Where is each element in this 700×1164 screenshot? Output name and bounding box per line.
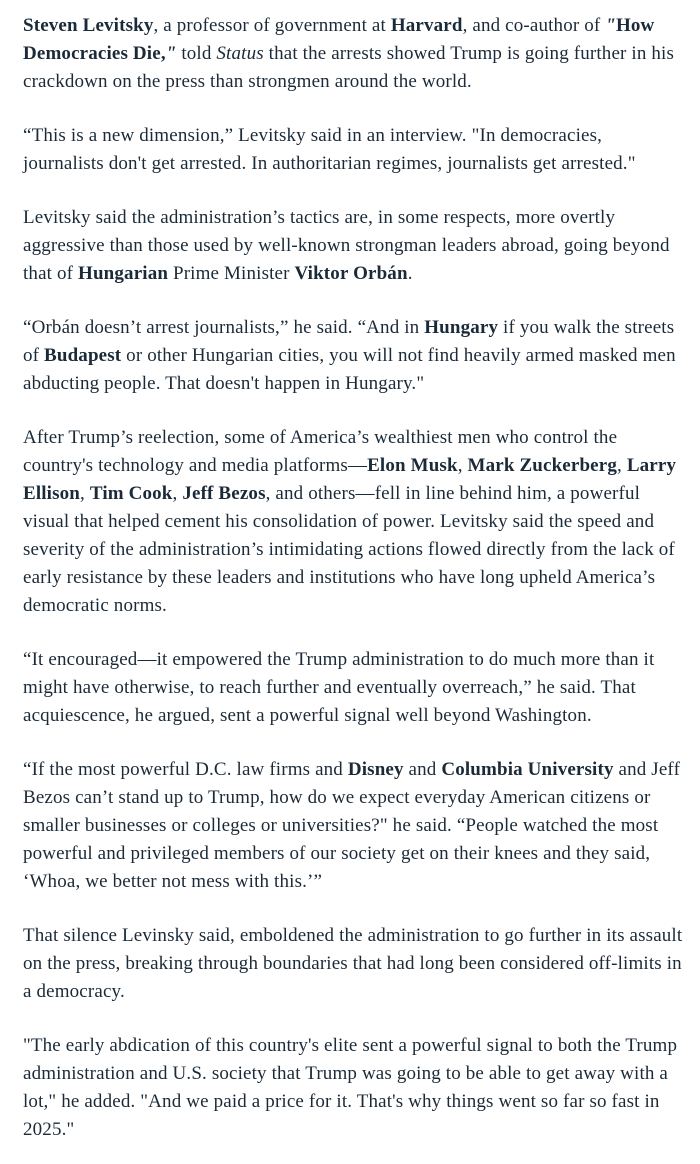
text-segment: told [176,43,217,64]
text-segment: “If the most powerful D.C. law firms and [23,759,348,780]
text-segment: and Jeff Bezos can’t stand up to Trump, how do we expect everyday American citizens or smaller businesses or colleges or universities?" he said. “People watched the most powerful and privileged members of our society get on their knees and they said, ‘Whoa, we better not mess with this.’” [23,759,681,892]
text-segment: that the arrests showed Trump is going further in his crackdown on the press than strongmen around the world. [23,43,675,92]
paragraph [23,122,687,178]
text-segment: , [457,455,468,476]
text-segment: “This is a new dimension,” Levitsky said in an interview. "In democracies, journalists don't get arrested. In authoritarian regimes, journalists get arrested." [23,125,636,174]
text-segment: Viktor Orbán [294,263,408,284]
paragraph [23,314,687,398]
text-segment: Harvard [390,15,463,36]
text-segment: That silence Levinsky said, emboldened the administration to go further in its assault on the press, breaking through boundaries that had long been considered off-limits in a democracy. [23,925,683,1002]
text-segment: Prime Minister [168,263,295,284]
text-segment: Larry Ellison [23,455,677,504]
paragraph [23,12,687,96]
text-segment: , and others—fell in line behind him, a powerful visual that helped cement his consolidation of power. Levitsky said the speed and severity of the administration’s intimidating actions flowed directly from the lack of early resistance by these leaders and institutions who have long upheld America’s democratic norms. [23,483,675,616]
text-segment: , [172,483,183,504]
text-segment: , and co-author of [462,15,606,36]
paragraph [23,646,687,730]
text-segment: After Trump’s reelection, some of America’s wealthiest men who control the country's technology and media platforms— [23,427,618,476]
text-segment: . [407,263,413,284]
paragraph [23,424,687,620]
text-segment: Columbia University [441,759,614,780]
text-segment: " [165,43,177,64]
text-segment: “Orbán doesn’t arrest journalists,” he said. “And in [23,317,425,338]
paragraph [23,1032,687,1144]
text-segment: , a professor of government at [153,15,391,36]
text-segment: Levitsky said the administration’s tactics are, in some respects, more overtly aggressive than those used by well-known strongman leaders abroad, going beyond that of [23,207,670,284]
paragraph [23,756,687,896]
text-segment: "The early abdication of this country's elite sent a powerful signal to both the Trump administration and U.S. society that Trump was going to be able to get away with a lot," he added. "And we paid a price for it. That's why things went so far so fast in 2025." [23,1035,678,1140]
text-segment: Mark Zuckerberg [467,455,617,476]
text-segment: " [605,15,616,36]
text-segment: Tim Cook [89,483,173,504]
text-segment: Disney [347,759,404,780]
text-segment: and [403,759,442,780]
paragraph [23,204,687,288]
text-segment: Hungary [424,317,499,338]
text-segment: , [80,483,90,504]
paragraph [23,922,687,1006]
paragraph-list [23,12,687,1144]
text-segment: Status [216,43,264,64]
text-segment: “It encouraged—it empowered the Trump administration to do much more than it might have otherwise, to reach further and eventually overreach,” he said. That acquiescence, he argued, sent a powerful signal well beyond Washington. [23,649,655,726]
text-segment: , [617,455,627,476]
text-segment: Hungarian [78,263,169,284]
text-segment: Elon Musk [367,455,458,476]
text-segment: if you walk the streets of [23,317,675,366]
text-segment: Steven Levitsky [23,15,154,36]
text-segment: or other Hungarian cities, you will not find heavily armed masked men abducting people. That doesn't happen in Hungary." [23,345,676,394]
text-segment: How Democracies Die, [23,15,655,64]
text-segment: Budapest [44,345,122,366]
text-segment: Jeff Bezos [182,483,266,504]
